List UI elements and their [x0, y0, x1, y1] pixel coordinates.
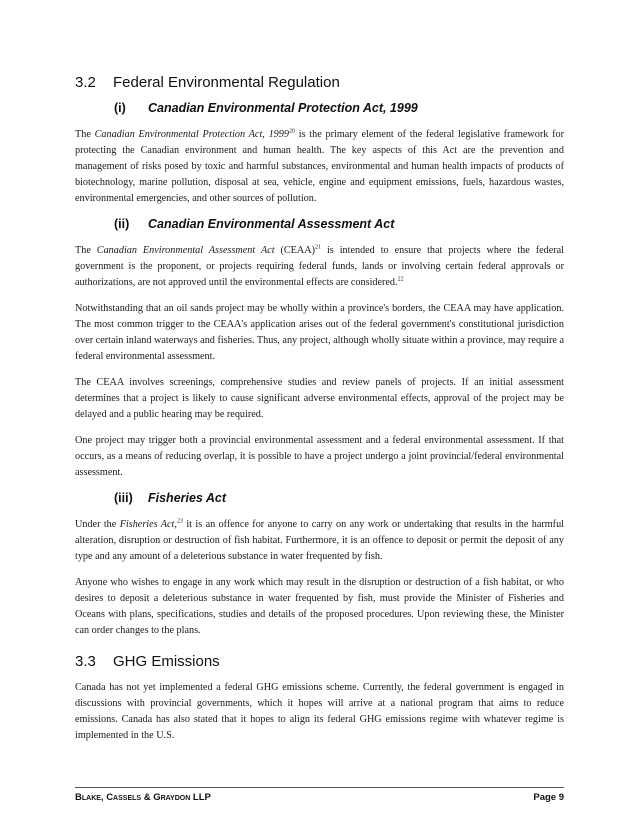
footnote-ref: 21: [315, 244, 322, 251]
section-heading-3-3: [75, 653, 564, 670]
footer-page-number: Page 9: [533, 792, 564, 803]
paragraph-ceaa-screenings: The CEAA involves screenings, comprehensive studies and review panels of projects. If an initial assessment determines that a project is likely to cause significant adverse environmental effects, approval of the project may be delayed and a public hearing may be required.: [75, 377, 564, 420]
page-content: [75, 74, 564, 754]
paragraph-cepa: The Canadian Environmental Protection Act, 1999$^{20}$ is the primary element of the federal legislative framework for protecting the Canadian environment and human health. The key aspects of this Act are the prevention and management of risks posed by toxic and harmful substances, environmental and human health impacts of products of biotechnology, marine pollution, disposal at sea, vehicle, engine and equipment emissions, fuels, hazardous wastes, environmental emergencies, and other sources of pollution.: [75, 128, 564, 204]
subsection-title: Fisheries Act: [148, 491, 227, 505]
paragraph-ceaa-application: Notwithstanding that an oil sands project may be wholly within a province's borders, the CEAA may have application. The most common trigger to the CEAA's application arises out of the federal government's constitutional jurisdiction over certain inland waterways and fisheries. Thus, any project, although wholly situate within a province, may require a federal environmental assessment.: [75, 303, 564, 362]
section-number: 3.3: [75, 653, 96, 670]
footnote-ref: 20: [288, 128, 295, 135]
footnote-ref: 23: [176, 518, 183, 525]
act-name: Fisheries Act: [119, 519, 175, 530]
section-heading-3-2: [75, 74, 564, 91]
page-footer: [75, 792, 564, 803]
subsection-number: (i): [114, 101, 126, 115]
paragraph-ceaa-intro: The Canadian Environmental Assessment Act (CEAA)$^{21}$ is intended to ensure that projects where the federal government is the proponent, or projects requiring federal funds, lands or involving certain federal approvals or authorizations, are not approved until the environmental effects are considered.$^{22}$: [75, 244, 564, 288]
act-name: Canadian Environmental Protection Act, 1999: [94, 129, 289, 140]
paragraph-fisheries-minister: Anyone who wishes to engage in any work which may result in the disruption or destruction of a fish habitat, or who desires to deposit a deleterious substance in water frequented by fish, must provide the Minister of Fisheries and Oceans with plans, specifications, studies and details of the proposed procedures. Upon reviewing these, the Minister can order changes to the plans.: [75, 577, 564, 636]
subsection-heading-ii: [75, 217, 564, 231]
footer-firm-name: Blake, Cassels & Graydon LLP: [75, 792, 211, 803]
footnote-ref: 22: [397, 276, 404, 283]
paragraph-fisheries-offence: Under the Fisheries Act,$^{23}$ it is an offence for anyone to carry on any work or undertaking that results in the harmful alteration, disruption or destruction of fish habitat. Furthermore, it is an offence to deposit or permit the deposit of any type and any amount of a deleterious substance in water frequented by fish.: [75, 518, 564, 562]
paragraph-ceaa-joint: One project may trigger both a provincial environmental assessment and a federal environmental assessment. If that occurs, as a means of reducing overlap, it is possible to have a project undergo a joint provincial/federal environmental assessment.: [75, 435, 564, 478]
subsection-title: Canadian Environmental Assessment Act: [148, 217, 395, 231]
subsection-number: (iii): [114, 491, 133, 505]
subsection-heading-i: [75, 101, 564, 115]
subsection-heading-iii: [75, 491, 564, 505]
subsection-number: (ii): [114, 217, 130, 231]
paragraph-ghg: Canada has not yet implemented a federal GHG emissions scheme. Currently, the federal government is engaged in discussions with provincial governments, which it hopes will arrive at a national program that aims to reduce emissions. Canada has also stated that it hopes to align its federal GHG emissions regime with whatever regime is implemented in the U.S.: [75, 682, 564, 741]
subsection-title: Canadian Environmental Protection Act, 1999: [148, 101, 418, 115]
section-number: 3.2: [75, 74, 96, 91]
section-title: GHG Emissions: [113, 653, 220, 670]
act-name: Canadian Environmental Assessment Act: [96, 245, 275, 256]
footer-divider: [75, 787, 564, 788]
section-title: Federal Environmental Regulation: [113, 74, 340, 91]
